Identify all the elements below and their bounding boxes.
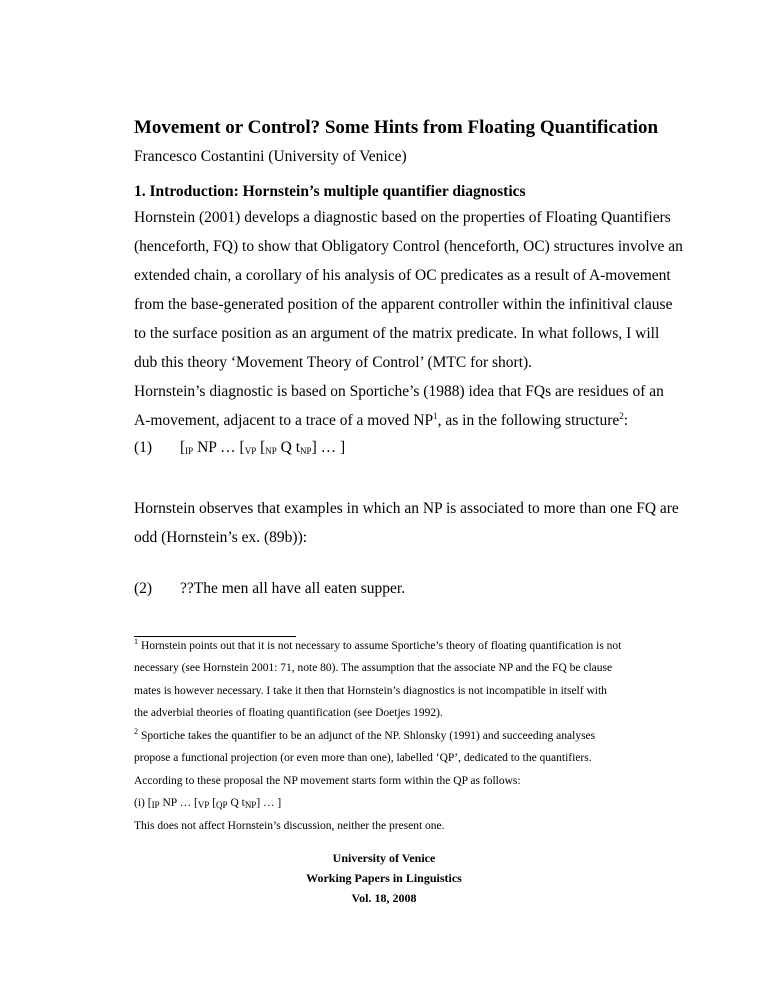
footnote-line: the adverbial theories of floating quantification (see Doetjes 1992). — [134, 707, 443, 720]
footnote-line: This does not affect Hornstein’s discussion, neither the present one. — [134, 819, 445, 832]
text-line-with-footnotes: A-movement, adjacent to a trace of a moved $NP^1$, as in the following structure$^2$: — [134, 411, 629, 429]
footnote-line: According to these proposal the NP movement starts form within the QP as follows: — [134, 774, 521, 787]
example-1-structure: [$_{IP}$ NP … [$_{VP}$ [$_{NP}$ Q $t_{NP}$] … ] — [180, 439, 346, 456]
footnote-number: 1 — [134, 637, 138, 646]
text-line: Hornstein observes that examples in which an NP is associated to more than one FQ are — [134, 500, 679, 517]
footnote-line: $^2$ Sportiche takes the quantifier to be an adjunct of the NP. Shlonsky (1991) and succeeding analyses — [134, 727, 596, 742]
footer-university: University of Venice — [332, 851, 436, 865]
example-2-sentence: ??The men all have all eaten supper. — [180, 580, 406, 597]
paragraph-intro — [134, 203, 683, 435]
text-line: Hornstein’s diagnostic is based on Sportiche’s (1988) idea that FQs are residues of an — [134, 383, 664, 400]
text-line: Hornstein (2001) develops a diagnostic based on the properties of Floating Quantifiers — [134, 209, 671, 226]
paper-title: Movement or Control? Some Hints from Floating Quantification — [134, 117, 659, 138]
example-1-number: (1) — [134, 439, 153, 456]
journal-footer — [0, 848, 768, 908]
footnote-2 — [134, 725, 634, 837]
footer-volume: Vol. 18, 2008 — [351, 891, 417, 905]
text-line: to the surface position as an argument of the matrix predicate. In what follows, I will — [134, 325, 660, 342]
text-line: (henceforth, FQ) to show that Obligatory Control (henceforth, OC) structures involve an — [134, 238, 683, 255]
footnote-line: necessary (see Hornstein 2001: 71, note 80). The assumption that the associate NP and the FQ be clause — [134, 662, 613, 675]
text-line: odd (Hornstein’s ex. (89b)): — [134, 529, 308, 546]
text-line: extended chain, a corollary of his analysis of OC predicates as a result of A-movement — [134, 267, 671, 284]
footnote-example: (i) [$_{IP}$ NP … [$_{VP}$ [$_{QP}$ Q $t_{NP}$] … ] — [134, 797, 282, 811]
footnote-line: propose a functional projection (or even more than one), labelled ‘QP’, dedicated to the quantifiers. — [134, 752, 592, 765]
example-2-number: (2) — [134, 580, 153, 597]
footnote-number: 2 — [134, 727, 138, 736]
footnote-ref-1[interactable]: 1 — [433, 411, 438, 421]
paragraph-observation — [134, 494, 679, 552]
author-line: Francesco Costantini (University of Venice) — [134, 148, 407, 165]
footnote-line: mates is however necessary. I take it then that Hornstein’s diagnostics is not incompatible in itself with — [134, 684, 607, 697]
text-line: dub this theory ‘Movement Theory of Control’ (MTC for short). — [134, 354, 533, 371]
footnote-ref-2[interactable]: 2 — [619, 411, 624, 421]
footnote-1 — [134, 635, 634, 725]
footnote-line: $^1$ Hornstein points out that it is not necessary to assume Sportiche’s theory of floating quantification is not — [134, 637, 622, 652]
footer-series: Working Papers in Linguistics — [306, 871, 462, 885]
text-line: from the base-generated position of the apparent controller within the infinitival clause — [134, 296, 673, 313]
section-heading: 1. Introduction: Hornstein’s multiple quantifier diagnostics — [134, 183, 526, 200]
